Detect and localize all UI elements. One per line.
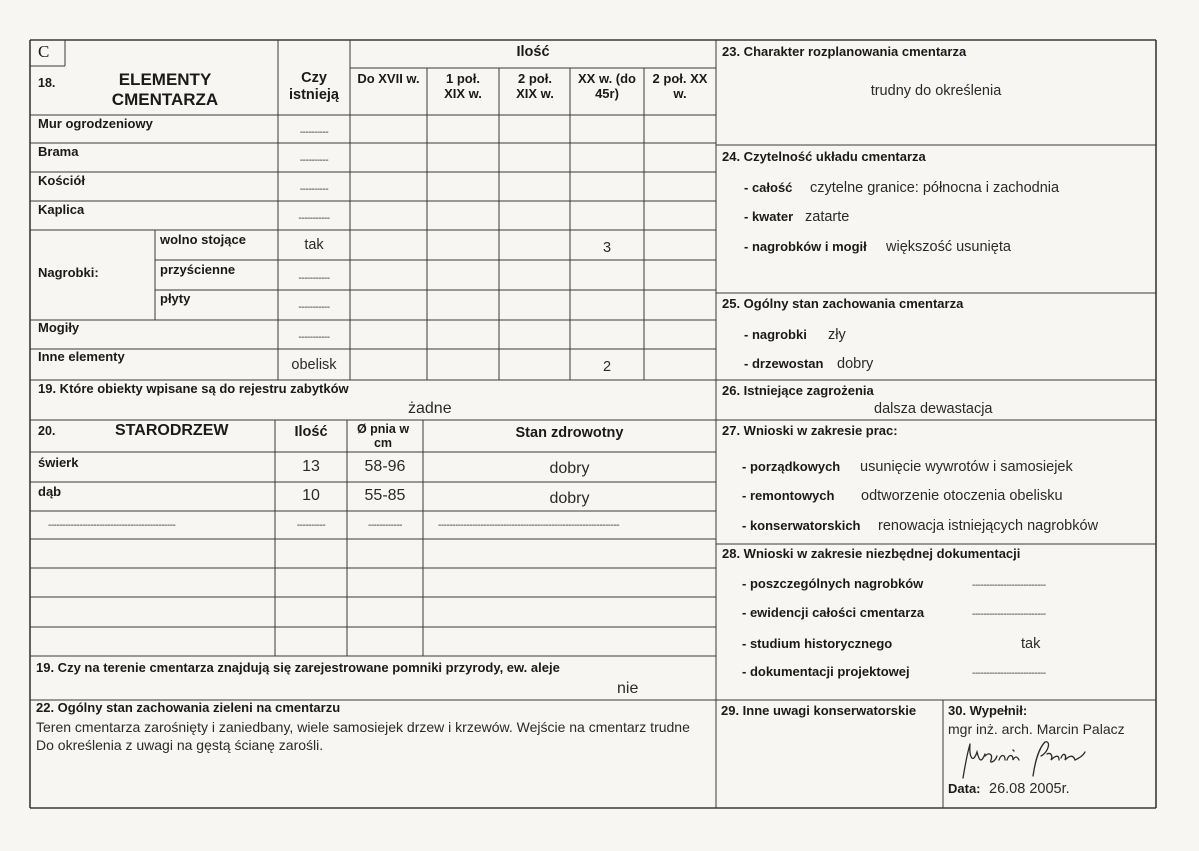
section27-item-3-value: renowacja istniejących nagrobków (878, 518, 1099, 534)
period-5: 2 poł. XX w. (652, 71, 708, 101)
tree-dash-health: ---------------------------------------------------------------- (438, 520, 620, 531)
tree-dash-species: --------------------------------------------- (48, 520, 176, 531)
section25-item-2-label: - drzewostan (744, 356, 824, 371)
section24-item-3-value: większość usunięta (886, 239, 1011, 255)
section24-item-3-label: - nagrobków i mogił (744, 239, 867, 254)
section19a-label: 19. Które obiekty wpisane są do rejestru zabytków (38, 381, 349, 396)
row-wolno-label: wolno stojące (160, 232, 246, 247)
row-brama-exists: ---------- (299, 155, 329, 166)
section27-item-1-label: - porządkowych (742, 459, 841, 474)
section27-item-3-label: - konserwatorskich (742, 518, 861, 533)
row-wolno-qty-xx: 3 (602, 240, 612, 256)
row-przyscienne-label: przyścienne (160, 262, 236, 277)
section20-qty-header: Ilość (294, 424, 328, 440)
row-plyty-label: płyty (160, 291, 191, 306)
row-plyty-exists: ----------- (298, 302, 330, 313)
section28-item-1-value: -------------------------- (972, 580, 1046, 591)
section28-item-4-label: - dokumentacji projektowej (742, 664, 910, 679)
section28-item-2-label: - ewidencji całości cmentarza (742, 605, 925, 620)
section19b-value: nie (617, 680, 639, 697)
row-brama-label: Brama (38, 144, 79, 159)
section20-number: 20. (38, 424, 56, 438)
row-mogily-label: Mogiły (38, 320, 80, 335)
tree-row-1-qty: 13 (302, 458, 320, 475)
tree-dash-qty: ---------- (296, 520, 326, 531)
section18-number: 18. (38, 76, 56, 90)
section28-label: 28. Wnioski w zakresie niezbędnej dokumentacji (722, 546, 1021, 561)
period-1: Do XVII w. (357, 71, 420, 86)
section24-item-2-value: zatarte (805, 209, 850, 225)
row-mur-exists: ---------- (299, 127, 329, 138)
section24-label: 24. Czytelność układu cmentarza (722, 149, 926, 164)
section18-title: ELEMENTY CMENTARZA (111, 70, 219, 110)
tree-row-2-qty: 10 (302, 487, 320, 504)
row-inne-label: Inne elementy (38, 349, 125, 364)
tree-row-2-diam: 55-85 (364, 487, 406, 504)
tree-row-1-health: dobry (549, 460, 590, 477)
section25-item-1-value: zły (828, 327, 846, 343)
section22-line2: Do określenia z uwagi na gęstą ścianę zarośli. (36, 737, 324, 753)
section20-health-header: Stan zdrowotny (515, 425, 624, 441)
row-wolno-exists: tak (304, 237, 324, 253)
section20-diam-header: Ø pnia w cm (356, 422, 410, 451)
period-2: 1 poł. XIX w. (444, 71, 482, 101)
section25-item-1-label: - nagrobki (744, 327, 807, 342)
section27-item-1-value: usunięcie wywrotów i samosiejek (860, 459, 1073, 475)
row-inne-exists: obelisk (291, 357, 337, 373)
qty-header: Ilość (516, 44, 550, 60)
section20-title: STARODRZEW (115, 422, 229, 439)
section24-item-1-label: - całość (744, 180, 793, 195)
tree-row-1-species: świerk (38, 455, 79, 470)
section24-item-2-label: - kwater (744, 209, 794, 224)
period-3: 2 poł. XIX w. (516, 71, 554, 101)
section28-item-3-label: - studium historycznego (742, 636, 893, 651)
period-4: XX w. (do 45r) (577, 71, 637, 101)
section28-item-3-value: tak (1021, 636, 1041, 652)
row-kaplica-label: Kaplica (38, 202, 85, 217)
row-kaplica-exists: ----------- (298, 213, 330, 224)
corner-letter: C (38, 42, 50, 61)
section26-label: 26. Istniejące zagrożenia (722, 383, 874, 398)
section25-item-2-value: dobry (837, 356, 874, 372)
row-inne-qty-xx: 2 (602, 359, 612, 375)
section28-item-4-value: -------------------------- (972, 668, 1046, 679)
section19a-value: żadne (408, 400, 452, 417)
section28-item-2-value: -------------------------- (972, 609, 1046, 620)
section23-label: 23. Charakter rozplanowania cmentarza (722, 44, 967, 59)
section23-value: trudny do określenia (870, 83, 1002, 99)
section29-label: 29. Inne uwagi konserwatorskie (721, 703, 917, 718)
date-label: Data: (948, 781, 981, 796)
section24-item-1-value: czytelne granice: północna i zachodnia (810, 180, 1060, 196)
section25-label: 25. Ogólny stan zachowania cmentarza (722, 296, 964, 311)
section28-item-1-label: - poszczególnych nagrobków (742, 576, 924, 591)
row-mogily-exists: ----------- (298, 332, 330, 343)
section27-item-2-value: odtworzenie otoczenia obelisku (861, 488, 1063, 504)
tree-row-2-species: dąb (38, 484, 62, 499)
section27-item-2-label: - remontowych (742, 488, 835, 503)
row-przyscienne-exists: ----------- (298, 273, 330, 284)
row-kosciol-label: Kościół (38, 173, 85, 188)
tree-dash-diam: ------------ (368, 520, 402, 531)
section22-label: 22. Ogólny stan zachowania zieleni na cmentarzu (36, 700, 341, 715)
section30-label: 30. Wypełnił: (948, 703, 1028, 718)
section27-label: 27. Wnioski w zakresie prac: (722, 423, 898, 438)
exists-header: Czy istnieją (289, 70, 339, 104)
tree-row-1-diam: 58-96 (364, 458, 406, 475)
row-mur-label: Mur ogrodzeniowy (38, 116, 153, 131)
row-kosciol-exists: ---------- (299, 184, 329, 195)
tree-row-2-health: dobry (549, 490, 590, 507)
section19b-label: 19. Czy na terenie cmentarza znajdują się zarejestrowane pomniki przyrody, ew. aleje (36, 660, 560, 675)
section30-author: mgr inż. arch. Marcin Palacz (948, 721, 1125, 737)
section26-value: dalsza dewastacja (874, 401, 993, 417)
nagrobki-label: Nagrobki: (38, 265, 99, 280)
section22-line1: Teren cmentarza zarośnięty i zaniedbany, wiele samosiejek drzew i krzewów. Wejście na cmentarz trudne (36, 719, 690, 735)
date-value: 26.08 2005r. (989, 781, 1070, 797)
